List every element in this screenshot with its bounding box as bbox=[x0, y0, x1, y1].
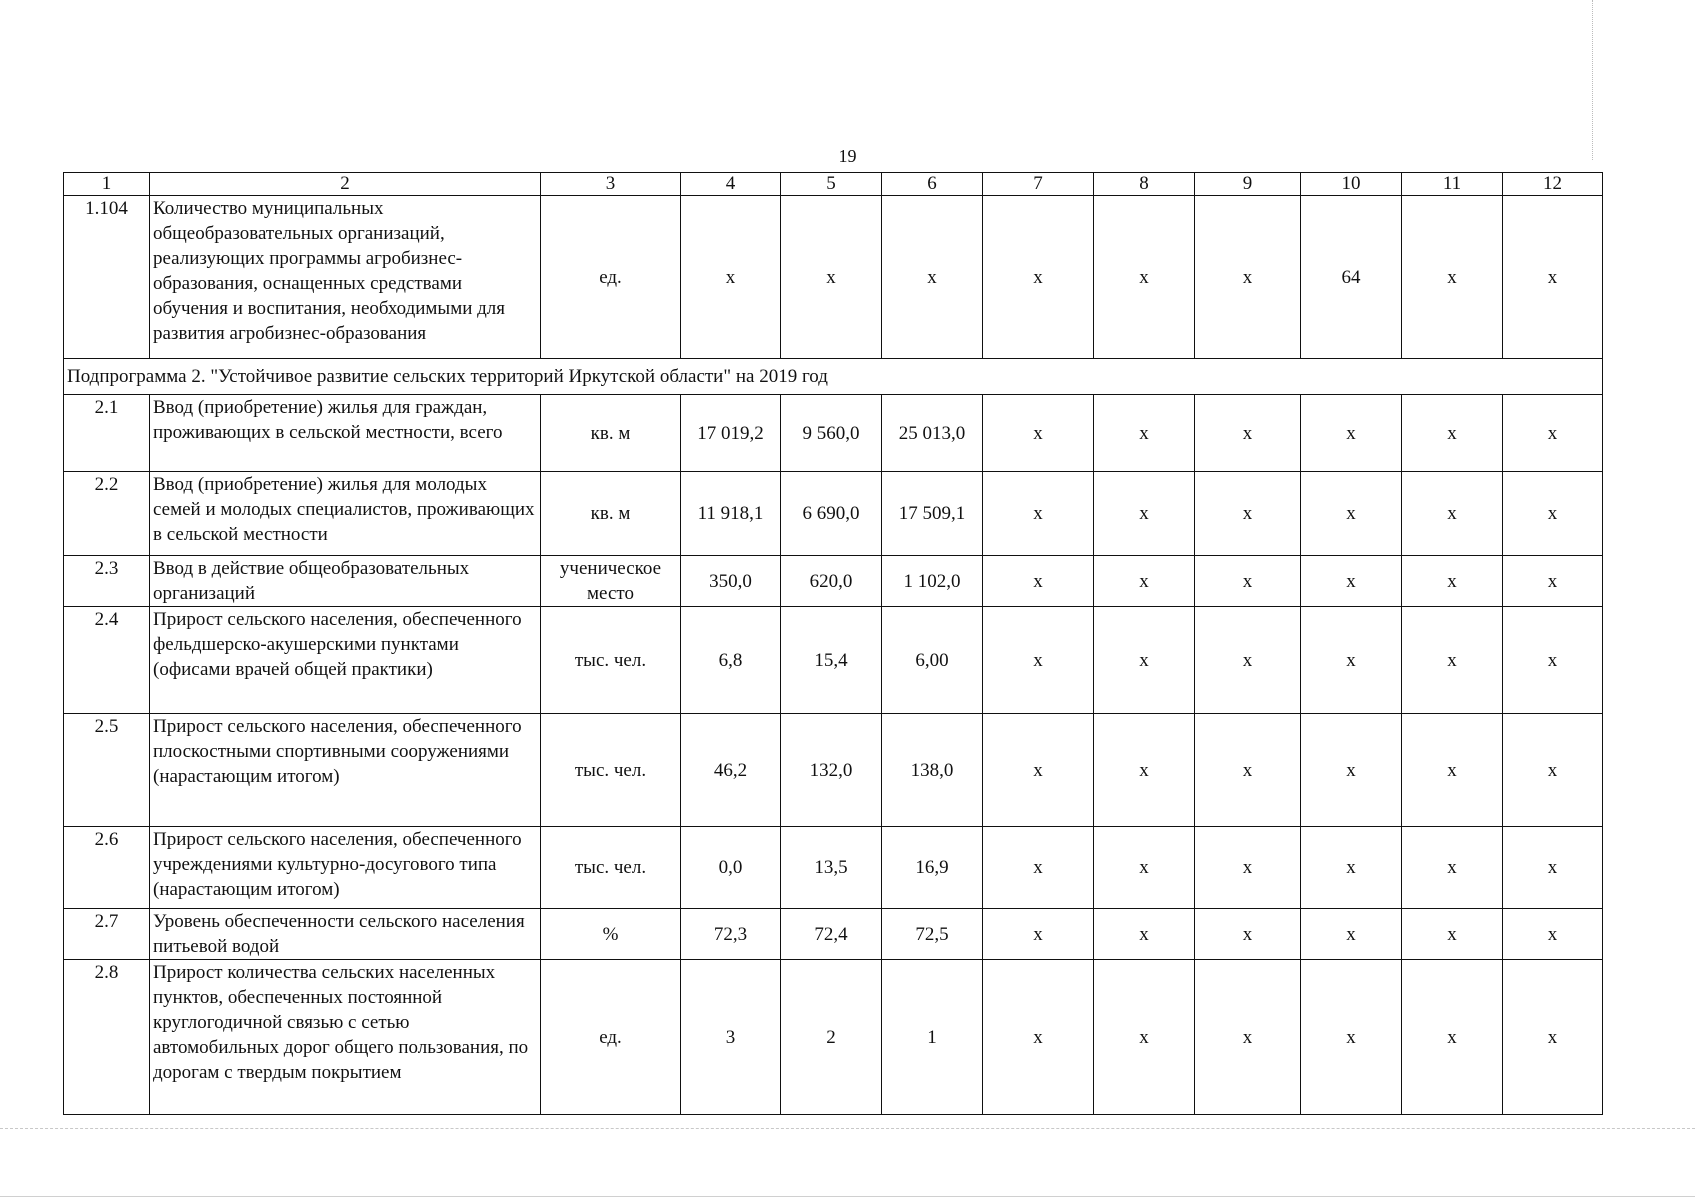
indicators-table bbox=[63, 172, 1603, 1115]
value-cell: 11 918,1 bbox=[681, 472, 781, 556]
value-cell: x bbox=[1503, 607, 1603, 714]
value-cell: 620,0 bbox=[781, 556, 882, 607]
value-cell: x bbox=[1195, 472, 1301, 556]
value-cell: x bbox=[983, 472, 1094, 556]
indicator-name: Ввод (приобретение) жилья для граждан, проживающих в сельской местности, всего bbox=[150, 395, 541, 472]
table-row bbox=[64, 827, 1603, 909]
value-cell: x bbox=[1094, 827, 1195, 909]
scan-edge-mark bbox=[1592, 0, 1595, 160]
value-cell: x bbox=[1503, 556, 1603, 607]
value-cell: 132,0 bbox=[781, 714, 882, 827]
value-cell: x bbox=[1301, 395, 1402, 472]
value-cell: 2 bbox=[781, 960, 882, 1115]
row-number: 2.3 bbox=[64, 556, 150, 607]
scan-bottom-edge bbox=[0, 1196, 1695, 1197]
value-cell: 0,0 bbox=[681, 827, 781, 909]
table-row bbox=[64, 607, 1603, 714]
value-cell: x bbox=[1301, 960, 1402, 1115]
header-cell: 11 bbox=[1402, 173, 1503, 196]
value-cell: x bbox=[1301, 827, 1402, 909]
table-row bbox=[64, 395, 1603, 472]
value-cell: x bbox=[1402, 556, 1503, 607]
value-cell: 15,4 bbox=[781, 607, 882, 714]
value-cell: x bbox=[1195, 395, 1301, 472]
unit-cell: ед. bbox=[541, 960, 681, 1115]
header-cell: 10 bbox=[1301, 173, 1402, 196]
header-cell: 5 bbox=[781, 173, 882, 196]
value-cell: x bbox=[983, 395, 1094, 472]
value-cell: x bbox=[1402, 714, 1503, 827]
header-cell: 7 bbox=[983, 173, 1094, 196]
row-number: 2.1 bbox=[64, 395, 150, 472]
value-cell: x bbox=[1195, 960, 1301, 1115]
value-cell: 1 102,0 bbox=[882, 556, 983, 607]
header-cell: 2 bbox=[150, 173, 541, 196]
value-cell: x bbox=[1503, 196, 1603, 359]
value-cell: x bbox=[1094, 556, 1195, 607]
table-row bbox=[64, 556, 1603, 607]
value-cell: x bbox=[1094, 960, 1195, 1115]
unit-cell: ученическое место bbox=[541, 556, 681, 607]
value-cell: 9 560,0 bbox=[781, 395, 882, 472]
value-cell: 16,9 bbox=[882, 827, 983, 909]
table-row bbox=[64, 714, 1603, 827]
table-row bbox=[64, 196, 1603, 359]
value-cell: x bbox=[1301, 472, 1402, 556]
value-cell: x bbox=[983, 909, 1094, 960]
value-cell: x bbox=[1402, 395, 1503, 472]
row-number: 1.104 bbox=[64, 196, 150, 359]
value-cell: x bbox=[1503, 827, 1603, 909]
row-number: 2.8 bbox=[64, 960, 150, 1115]
value-cell: x bbox=[1402, 607, 1503, 714]
value-cell: 6 690,0 bbox=[781, 472, 882, 556]
header-cell: 12 bbox=[1503, 173, 1603, 196]
value-cell: x bbox=[1402, 960, 1503, 1115]
section-row bbox=[64, 359, 1603, 395]
value-cell: x bbox=[1503, 714, 1603, 827]
value-cell: x bbox=[1402, 909, 1503, 960]
value-cell: x bbox=[1301, 909, 1402, 960]
value-cell: x bbox=[983, 714, 1094, 827]
header-cell: 9 bbox=[1195, 173, 1301, 196]
value-cell: 64 bbox=[1301, 196, 1402, 359]
section-title: Подпрограмма 2. "Устойчивое развитие сельских территорий Иркутской области" на 2019 год bbox=[64, 359, 1603, 395]
indicator-name: Прирост количества сельских населенных пунктов, обеспеченных постоянной круглогодичной связью с сетью автомобильных дорог общего пользования, по дорогам с твердым покрытием bbox=[150, 960, 541, 1115]
unit-cell: тыс. чел. bbox=[541, 827, 681, 909]
value-cell: x bbox=[1402, 827, 1503, 909]
unit-cell: кв. м bbox=[541, 395, 681, 472]
value-cell: 13,5 bbox=[781, 827, 882, 909]
indicator-name: Ввод в действие общеобразовательных организаций bbox=[150, 556, 541, 607]
scan-artifact-line bbox=[0, 1128, 1695, 1133]
value-cell: x bbox=[1402, 472, 1503, 556]
value-cell: 25 013,0 bbox=[882, 395, 983, 472]
table-row bbox=[64, 960, 1603, 1115]
value-cell: x bbox=[1195, 196, 1301, 359]
header-row bbox=[64, 173, 1603, 196]
value-cell: x bbox=[1503, 472, 1603, 556]
unit-cell: ед. bbox=[541, 196, 681, 359]
indicator-name: Ввод (приобретение) жилья для молодых семей и молодых специалистов, проживающих в сельской местности bbox=[150, 472, 541, 556]
value-cell: x bbox=[983, 556, 1094, 607]
value-cell: x bbox=[1195, 607, 1301, 714]
indicator-name: Прирост сельского населения, обеспеченного учреждениями культурно-досугового типа (нарастающим итогом) bbox=[150, 827, 541, 909]
value-cell: x bbox=[681, 196, 781, 359]
value-cell: x bbox=[983, 827, 1094, 909]
unit-cell: % bbox=[541, 909, 681, 960]
header-cell: 1 bbox=[64, 173, 150, 196]
row-number: 2.6 bbox=[64, 827, 150, 909]
value-cell: 138,0 bbox=[882, 714, 983, 827]
value-cell: x bbox=[1094, 472, 1195, 556]
table-row bbox=[64, 472, 1603, 556]
value-cell: 6,8 bbox=[681, 607, 781, 714]
row-number: 2.7 bbox=[64, 909, 150, 960]
unit-cell: кв. м bbox=[541, 472, 681, 556]
value-cell: 17 509,1 bbox=[882, 472, 983, 556]
value-cell: x bbox=[1301, 607, 1402, 714]
value-cell: x bbox=[1094, 714, 1195, 827]
value-cell: 6,00 bbox=[882, 607, 983, 714]
page-number: 19 bbox=[838, 146, 857, 166]
value-cell: x bbox=[983, 960, 1094, 1115]
unit-cell: тыс. чел. bbox=[541, 607, 681, 714]
header-cell: 3 bbox=[541, 173, 681, 196]
value-cell: x bbox=[1503, 909, 1603, 960]
value-cell: x bbox=[1301, 556, 1402, 607]
value-cell: x bbox=[882, 196, 983, 359]
value-cell: 72,3 bbox=[681, 909, 781, 960]
value-cell: x bbox=[1094, 909, 1195, 960]
value-cell: x bbox=[1195, 714, 1301, 827]
value-cell: 46,2 bbox=[681, 714, 781, 827]
value-cell: x bbox=[1301, 714, 1402, 827]
value-cell: 1 bbox=[882, 960, 983, 1115]
row-number: 2.4 bbox=[64, 607, 150, 714]
value-cell: x bbox=[983, 607, 1094, 714]
value-cell: x bbox=[1402, 196, 1503, 359]
value-cell: 350,0 bbox=[681, 556, 781, 607]
value-cell: x bbox=[1195, 556, 1301, 607]
value-cell: x bbox=[781, 196, 882, 359]
value-cell: 3 bbox=[681, 960, 781, 1115]
unit-cell: тыс. чел. bbox=[541, 714, 681, 827]
table-row bbox=[64, 909, 1603, 960]
value-cell: x bbox=[1503, 395, 1603, 472]
value-cell: x bbox=[1503, 960, 1603, 1115]
row-number: 2.5 bbox=[64, 714, 150, 827]
value-cell: x bbox=[1195, 827, 1301, 909]
value-cell: 72,4 bbox=[781, 909, 882, 960]
header-cell: 6 bbox=[882, 173, 983, 196]
indicator-name: Количество муниципальных общеобразовательных организаций, реализующих программы агробизнес-образования, оснащенных средствами обучения и воспитания, необходимыми для развития агробизнес-образования bbox=[150, 196, 541, 359]
indicator-name: Прирост сельского населения, обеспеченного фельдшерско-акушерскими пунктами (офисами врачей общей практики) bbox=[150, 607, 541, 714]
value-cell: x bbox=[1094, 196, 1195, 359]
indicator-name: Прирост сельского населения, обеспеченного плоскостными спортивными сооружениями (нарастающим итогом) bbox=[150, 714, 541, 827]
value-cell: 17 019,2 bbox=[681, 395, 781, 472]
header-cell: 8 bbox=[1094, 173, 1195, 196]
value-cell: 72,5 bbox=[882, 909, 983, 960]
value-cell: x bbox=[1094, 395, 1195, 472]
value-cell: x bbox=[1195, 909, 1301, 960]
row-number: 2.2 bbox=[64, 472, 150, 556]
value-cell: x bbox=[1094, 607, 1195, 714]
indicator-name: Уровень обеспеченности сельского населения питьевой водой bbox=[150, 909, 541, 960]
value-cell: x bbox=[983, 196, 1094, 359]
header-cell: 4 bbox=[681, 173, 781, 196]
